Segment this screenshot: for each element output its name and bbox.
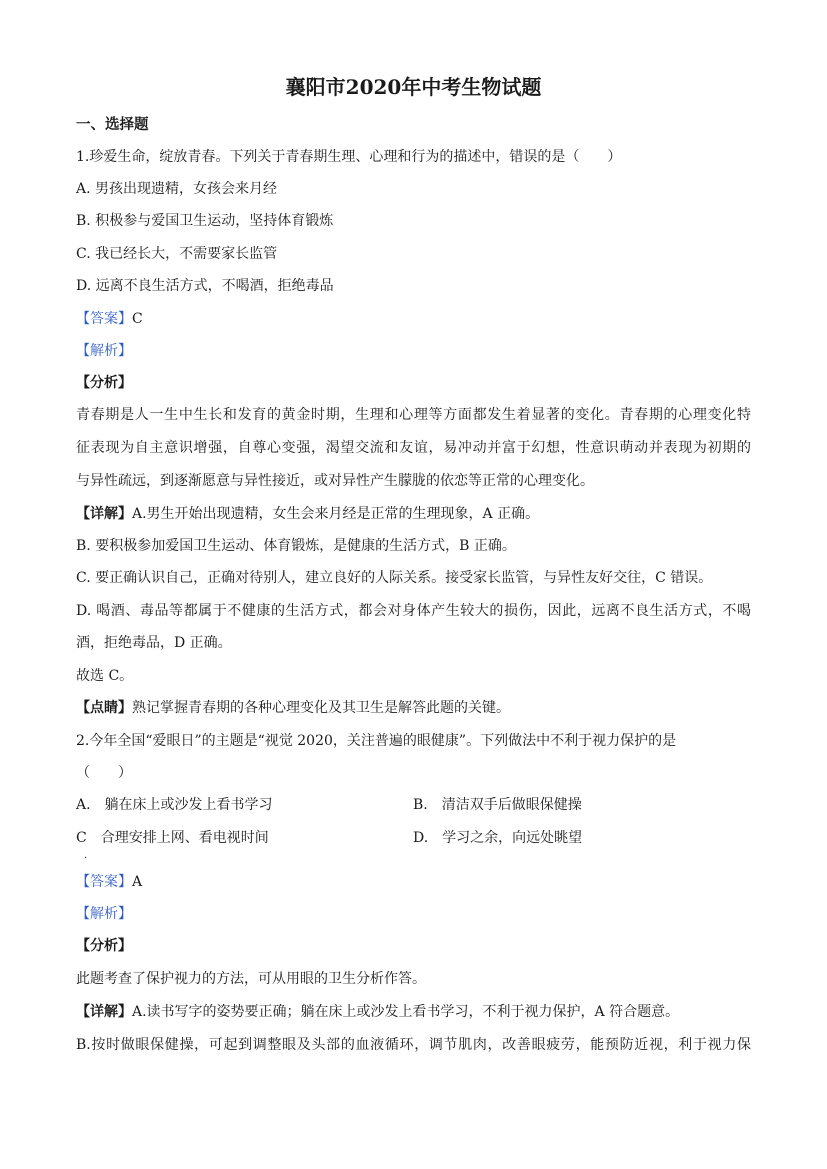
q1-conclusion: 故选 C。: [76, 668, 134, 684]
q2-stem: 2.今年全国“爱眼日”的主题是“视觉 2020，关注普遍的眼健康”。下列做法中不利于视力保护的是: [76, 733, 677, 749]
detail-label: 【详解】: [76, 506, 132, 522]
q1-detail-d-line-2: 酒，拒绝毒品，D 正确。: [76, 635, 232, 651]
q1-stem: 1.珍爱生命，绽放青春。下列关于青春期生理、心理和行为的描述中，错误的是（ ）: [76, 149, 622, 165]
q1-jiexi-label: 【解析】: [76, 343, 132, 359]
q1-analysis-line-1: 青春期是人一生中生长和发育的黄金时期，生理和心理等方面都发生着显著的变化。青春期的心理变化特: [76, 407, 751, 423]
q1-analysis-line-3: 与异性疏远，到逐渐愿意与异性接近，或对异性产生朦胧的依恋等正常的心理变化。: [76, 473, 594, 489]
page-title: 襄阳市2020年中考生物试题: [285, 75, 542, 99]
answer-value: A: [132, 874, 143, 890]
answer-value: C: [132, 311, 143, 327]
tip-label: 【点睛】: [76, 700, 132, 716]
q1-fenxi-label: 【分析】: [76, 375, 132, 391]
detail-label: 【详解】: [76, 1004, 132, 1020]
q1-tip: [76, 698, 510, 718]
q1-option-b: B. 积极参与爱国卫生运动，坚持体育锻炼: [76, 213, 334, 229]
detail-text: A.男生开始出现遗精，女生会来月经是正常的生理现象，A 正确。: [132, 506, 540, 522]
q2-detail-b: B.按时做眼保健操，可起到调整眼及头部的血液循环，调节肌肉，改善眼疲劳，能预防近视，利于视力保: [76, 1037, 751, 1053]
q1-detail-b: B. 要积极参加爱国卫生运动、体育锻炼，是健康的生活方式，B 正确。: [76, 538, 516, 554]
q1-detail-a: [76, 504, 539, 524]
q2-detail-a: [76, 1002, 679, 1022]
q2-option-b: B. 清洁双手后做眼保健操: [413, 797, 582, 813]
section-heading: 一、选择题: [76, 116, 149, 133]
q2-analysis: 此题考查了保护视力的方法，可从用眼的卫生分析作答。: [76, 971, 426, 987]
q1-detail-d-line-1: D. 喝酒、毒品等都属于不健康的生活方式，都会对身体产生较大的损伤，因此，远离不良生活方式，不喝: [76, 603, 751, 619]
detail-text: A.读书写字的姿势要正确；躺在床上或沙发上看书学习，不利于视力保护，A 符合题意。: [132, 1004, 680, 1020]
q2-answer: [76, 872, 142, 892]
q2-option-a: A. 躺在床上或沙发上看书学习: [76, 797, 273, 813]
q1-option-a: A. 男孩出现遗精，女孩会来月经: [76, 181, 278, 197]
q2-option-d: D. 学习之余，向远处眺望: [413, 830, 583, 846]
q2-jiexi-label: 【解析】: [76, 906, 132, 922]
answer-label: 【答案】: [76, 874, 132, 890]
q1-analysis-line-2: 征表现为自主意识增强，自尊心变强，渴望交流和友谊，易冲动并富于幻想，性意识萌动并表现为初期的: [76, 440, 751, 456]
q1-option-d: D. 远离不良生活方式，不喝酒，拒绝毒品: [76, 278, 334, 294]
q1-detail-c: C. 要正确认识自己，正确对待别人，建立良好的人际关系。接受家长监管，与异性友好交往，C 错误。: [76, 570, 713, 586]
stray-dot: .: [84, 850, 88, 861]
q2-option-c: C 合理安排上网、看电视时间: [76, 830, 269, 846]
q1-option-c: C. 我已经长大，不需要家长监管: [76, 246, 278, 262]
q1-answer: [76, 309, 143, 329]
q2-fenxi-label: 【分析】: [76, 938, 132, 954]
answer-label: 【答案】: [76, 311, 132, 327]
tip-text: 熟记掌握青春期的各种心理变化及其卫生是解答此题的关键。: [132, 700, 510, 716]
q2-stem-paren: （ ）: [76, 765, 132, 781]
